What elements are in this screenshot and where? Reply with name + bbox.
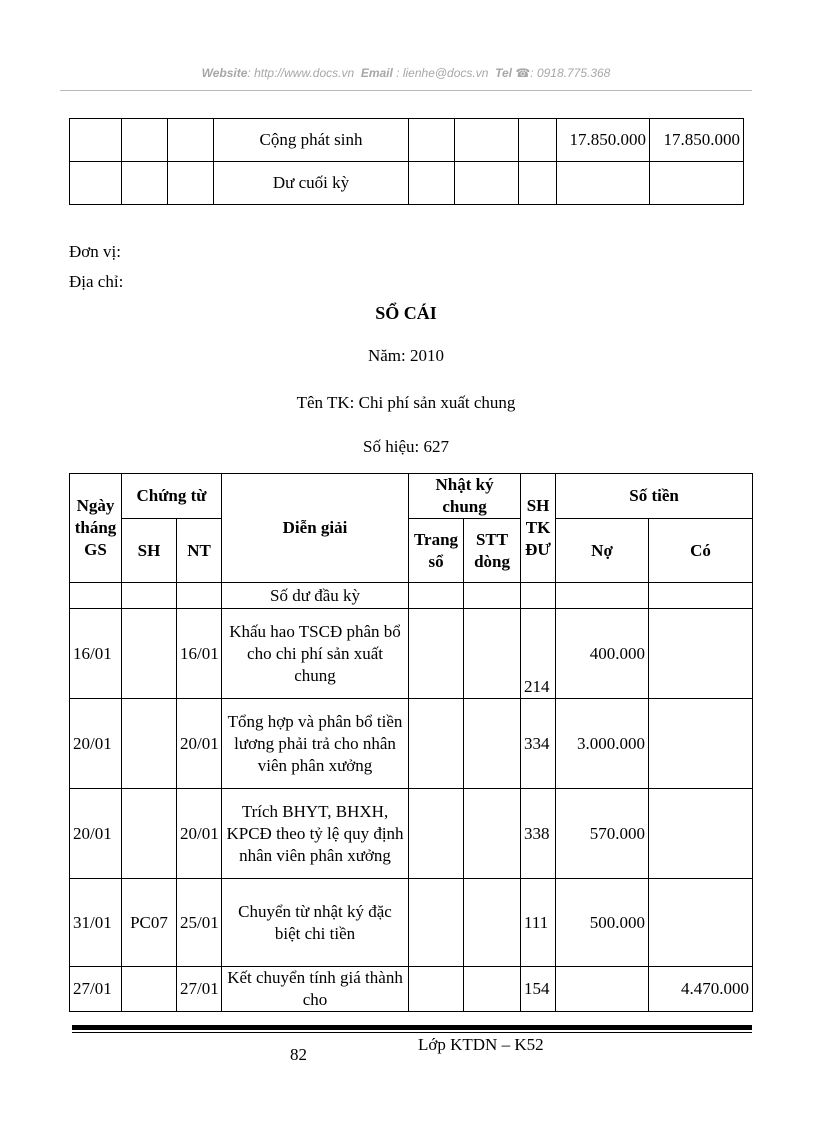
website-value: : http://www.docs.vn xyxy=(247,66,355,80)
table-row xyxy=(70,789,753,879)
debit-cell: 17.850.000 xyxy=(557,119,650,162)
email-value: : lienhe@docs.vn xyxy=(396,66,489,80)
page-title: SỔ CÁI xyxy=(375,303,437,323)
voucher-sh-cell xyxy=(122,789,177,879)
date-cell: 31/01 xyxy=(70,879,122,967)
tel-value: : 0918.775.368 xyxy=(530,66,611,80)
table-row xyxy=(70,162,744,205)
contra-account-cell: 111 xyxy=(521,879,556,967)
phone-icon: ☎ xyxy=(515,66,531,80)
debit-cell: 500.000 xyxy=(556,879,649,967)
footer-divider-thin xyxy=(72,1032,752,1033)
debit-cell xyxy=(556,967,649,1012)
debit-cell xyxy=(557,162,650,205)
debit-cell: 400.000 xyxy=(556,609,649,699)
description-cell: Khấu hao TSCĐ phân bổ cho chi phí sản xuất chung xyxy=(222,609,409,699)
row-description: Cộng phát sinh xyxy=(214,119,409,162)
table-row xyxy=(70,879,753,967)
opening-balance-label: Số dư đầu kỳ xyxy=(222,583,409,609)
voucher-header: Chứng từ xyxy=(122,474,222,519)
debit-cell: 570.000 xyxy=(556,789,649,879)
description-cell: Tổng hợp và phân bổ tiền lương phải trả cho nhân viên phân xưởng xyxy=(222,699,409,789)
unit-label: Đơn vị: xyxy=(69,242,121,261)
voucher-sh-header: SH xyxy=(122,519,177,583)
voucher-sh-cell xyxy=(122,699,177,789)
credit-cell xyxy=(649,879,753,967)
voucher-nt-cell: 27/01 xyxy=(177,967,222,1012)
page-number: 82 xyxy=(290,1045,307,1064)
voucher-nt-cell: 25/01 xyxy=(177,879,222,967)
table-row xyxy=(70,967,753,1012)
credit-cell xyxy=(649,789,753,879)
date-cell: 27/01 xyxy=(70,967,122,1012)
credit-cell: 4.470.000 xyxy=(649,967,753,1012)
credit-cell: 17.850.000 xyxy=(650,119,744,162)
credit-cell xyxy=(649,699,753,789)
journal-header: Nhật ký chung xyxy=(409,474,521,519)
table-row xyxy=(70,609,753,699)
date-cell: 20/01 xyxy=(70,789,122,879)
account-name: Tên TK: Chi phí sản xuất chung xyxy=(296,393,516,412)
contra-account-cell: 214 xyxy=(521,609,556,699)
table-row xyxy=(70,119,744,162)
description-cell: Chuyển từ nhật ký đặc biệt chi tiền xyxy=(222,879,409,967)
account-number: Số hiệu: 627 xyxy=(363,437,449,456)
year-label: Năm: 2010 xyxy=(367,346,445,365)
address-label: Địa chỉ: xyxy=(69,272,124,291)
table-row xyxy=(70,583,753,609)
contra-account-cell: 338 xyxy=(521,789,556,879)
voucher-sh-cell xyxy=(122,967,177,1012)
date-cell: 16/01 xyxy=(70,609,122,699)
website-label: Website xyxy=(201,66,248,80)
amount-header: Số tiền xyxy=(556,474,753,519)
contra-account-cell: 334 xyxy=(521,699,556,789)
page-header-cell: Trang sổ xyxy=(409,519,464,583)
voucher-nt-cell: 20/01 xyxy=(177,699,222,789)
description-cell: Trích BHYT, BHXH, KPCĐ theo tỷ lệ quy định nhân viên phân xưởng xyxy=(222,789,409,879)
line-header: STT dòng xyxy=(464,519,521,583)
voucher-nt-header: NT xyxy=(177,519,222,583)
debit-header: Nợ xyxy=(556,519,649,583)
page-header xyxy=(60,66,752,80)
email-label: Email xyxy=(360,66,393,80)
credit-cell xyxy=(649,609,753,699)
class-name: Lớp KTDN – K52 xyxy=(418,1035,544,1054)
date-cell: 20/01 xyxy=(70,699,122,789)
tel-label: Tel xyxy=(495,66,512,80)
voucher-sh-cell: PC07 xyxy=(122,879,177,967)
row-description: Dư cuối kỳ xyxy=(214,162,409,205)
description-header: Diễn giải xyxy=(222,474,409,583)
footer-divider-thick xyxy=(72,1025,752,1030)
credit-header: Có xyxy=(649,519,753,583)
header-divider xyxy=(60,90,752,91)
contra-account-cell: 154 xyxy=(521,967,556,1012)
voucher-nt-cell: 16/01 xyxy=(177,609,222,699)
voucher-nt-cell: 20/01 xyxy=(177,789,222,879)
table-row xyxy=(70,699,753,789)
debit-cell: 3.000.000 xyxy=(556,699,649,789)
voucher-sh-cell xyxy=(122,609,177,699)
top-summary-table xyxy=(69,118,744,205)
contra-account-header: SH TK ĐƯ xyxy=(521,474,556,583)
date-header: Ngày tháng GS xyxy=(70,474,122,583)
ledger-table xyxy=(69,473,753,1012)
description-cell: Kết chuyển tính giá thành cho xyxy=(222,967,409,1012)
credit-cell xyxy=(650,162,744,205)
